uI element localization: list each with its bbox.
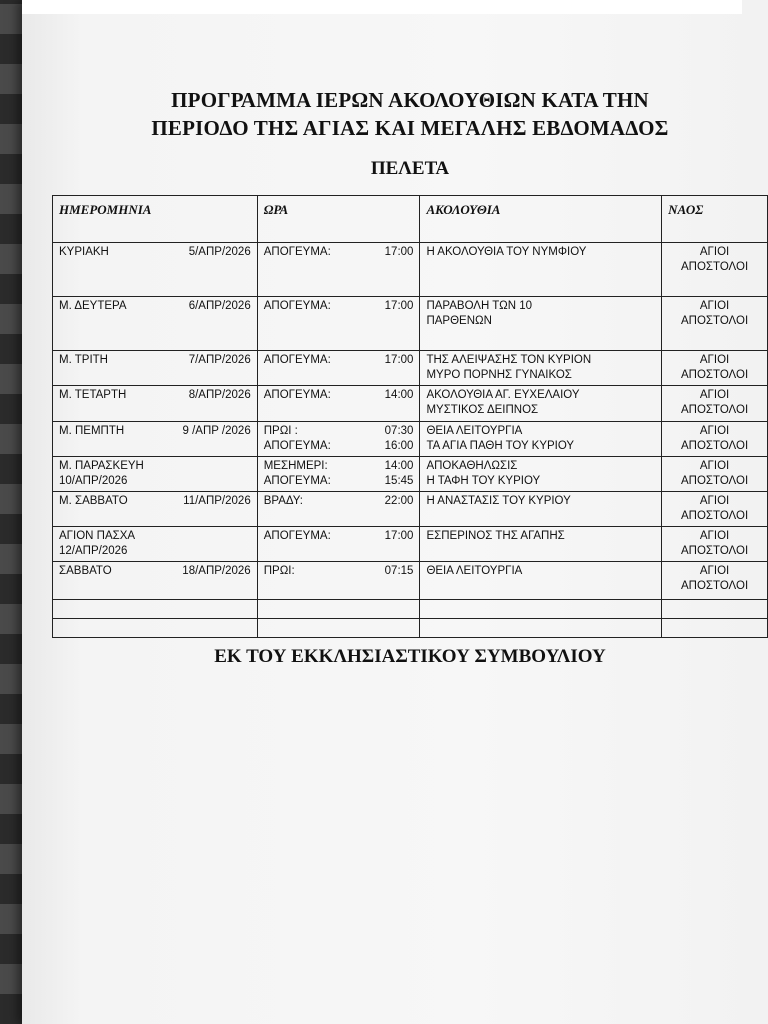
date-value: 7/ΑΠΡ/2026 (188, 354, 251, 366)
time-label: ΜΕΣΗΜΕΡΙ: (263, 460, 328, 472)
church-cell (662, 492, 768, 527)
date-value: 12/ΑΠΡ/2026 (59, 545, 128, 557)
footer-signature: ΕΚ ΤΟΥ ΕΚΚΛΗΣΙΑΣΤΙΚΟΥ ΣΥΜΒΟΥΛΙΟΥ (214, 646, 606, 667)
time-value: 17:00 (384, 300, 414, 312)
day-name: ΑΓΙΟΝ ΠΑΣΧΑ (59, 530, 136, 542)
time-value: 22:00 (384, 495, 414, 507)
header-date: ΗΜΕΡΟΜΗΝΙΑ (53, 196, 258, 243)
empty-table-row (53, 619, 768, 638)
church-line: ΑΠΟΣΤΟΛΟΙ (680, 580, 749, 592)
title-line-2: ΠΕΡΙΟΔΟ ΤΗΣ ΑΓΙΑΣ ΚΑΙ ΜΕΓΑΛΗΣ ΕΒΔΟΜΑΔΟΣ (151, 116, 669, 140)
time-label: ΠΡΩΙ: (263, 565, 295, 577)
day-name: Μ. ΠΑΡΑΣΚΕΥΗ (59, 460, 144, 472)
time-cell (257, 243, 420, 297)
time-label: ΑΠΟΓΕΥΜΑ: (263, 300, 331, 312)
church-line: ΑΠΟΣΤΟΛΟΙ (680, 475, 749, 487)
church-cell (662, 562, 768, 600)
table-row (53, 422, 768, 457)
time-label: ΑΠΟΓΕΥΜΑ: (263, 389, 331, 401)
time-value: 17:00 (384, 246, 414, 258)
church-line: ΑΓΙΟΙ (699, 354, 730, 366)
time-value: 16:00 (384, 440, 414, 452)
church-line: ΑΓΙΟΙ (699, 246, 730, 258)
table-row (53, 562, 768, 600)
time-label: ΑΠΟΓΕΥΜΑ: (263, 530, 331, 542)
church-line: ΑΠΟΣΤΟΛΟΙ (680, 440, 749, 452)
church-cell (662, 527, 768, 562)
date-cell (53, 562, 258, 600)
church-line: ΑΠΟΣΤΟΛΟΙ (680, 261, 749, 273)
date-cell (53, 492, 258, 527)
service-cell (420, 386, 662, 422)
church-cell (662, 386, 768, 422)
church-line: ΑΠΟΣΤΟΛΟΙ (680, 510, 749, 522)
time-value: 07:30 (384, 425, 414, 437)
date-value: 9 /ΑΠΡ /2026 (182, 425, 251, 437)
church-line: ΑΓΙΟΙ (699, 530, 730, 542)
service-line: ΤΑ ΑΓΙΑ ΠΑΘΗ ΤΟΥ ΚΥΡΙΟΥ (426, 440, 575, 452)
church-cell (662, 422, 768, 457)
paper-edge (22, 0, 742, 14)
service-line: ΤΗΣ ΑΛΕΙΨΑΣΗΣ ΤΟΝ ΚΥΡΙΟΝ (426, 354, 592, 366)
date-value: 8/ΑΠΡ/2026 (188, 389, 251, 401)
table-row (53, 386, 768, 422)
service-line: ΑΠΟΚΑΘΗΛΩΣΙΣ (426, 460, 518, 472)
day-name: Μ. ΤΕΤΑΡΤΗ (59, 389, 127, 401)
church-line: ΑΓΙΟΙ (699, 460, 730, 472)
church-cell (662, 243, 768, 297)
service-cell (420, 527, 662, 562)
date-cell (53, 386, 258, 422)
time-value: 17:00 (384, 354, 414, 366)
church-cell (662, 351, 768, 386)
services-schedule-table (52, 195, 768, 638)
church-cell (662, 457, 768, 492)
church-line: ΑΠΟΣΤΟΛΟΙ (680, 545, 749, 557)
service-line: Η ΑΚΟΛΟΥΘΙΑ ΤΟΥ ΝΥΜΦΙΟΥ (426, 246, 587, 258)
church-cell (662, 297, 768, 351)
table-row (53, 297, 768, 351)
day-name: ΚΥΡΙΑΚΗ (59, 246, 109, 258)
service-line: ΜΥΣΤΙΚΟΣ ΔΕΙΠΝΟΣ (426, 404, 539, 416)
location-subtitle: ΠΕΛΕΤΑ (370, 158, 450, 179)
time-cell (257, 527, 420, 562)
date-cell (53, 297, 258, 351)
time-value: 07:15 (384, 565, 414, 577)
time-label: ΒΡΑΔΥ: (263, 495, 303, 507)
church-line: ΑΠΟΣΤΟΛΟΙ (680, 315, 749, 327)
time-cell (257, 351, 420, 386)
church-line: ΑΠΟΣΤΟΛΟΙ (680, 404, 749, 416)
time-value: 14:00 (384, 460, 414, 472)
service-line: ΠΑΡΘΕΝΩΝ (426, 315, 492, 327)
day-name: Μ. ΔΕΥΤΕΡΑ (59, 300, 127, 312)
date-cell (53, 457, 258, 492)
service-line: Η ΑΝΑΣΤΑΣΙΣ ΤΟΥ ΚΥΡΙΟΥ (426, 495, 571, 507)
table-header-row (53, 196, 768, 243)
time-label: ΑΠΟΓΕΥΜΑ: (263, 440, 331, 452)
time-cell (257, 492, 420, 527)
header-church: ΝΑΟΣ (662, 196, 768, 243)
service-line: ΘΕΙΑ ΛΕΙΤΟΥΡΓΙΑ (426, 425, 523, 437)
church-line: ΑΓΙΟΙ (699, 425, 730, 437)
time-label: ΑΠΟΓΕΥΜΑ: (263, 246, 331, 258)
day-name: Μ. ΠΕΜΠΤΗ (59, 425, 125, 437)
church-line: ΑΓΙΟΙ (699, 300, 730, 312)
table-row (53, 527, 768, 562)
service-cell (420, 422, 662, 457)
time-label: ΑΠΟΓΕΥΜΑ: (263, 475, 331, 487)
time-cell (257, 422, 420, 457)
service-cell (420, 562, 662, 600)
date-cell (53, 527, 258, 562)
time-value: 15:45 (384, 475, 414, 487)
time-label: ΑΠΟΓΕΥΜΑ: (263, 354, 331, 366)
date-value: 5/ΑΠΡ/2026 (188, 246, 251, 258)
church-line: ΑΓΙΟΙ (699, 389, 730, 401)
time-cell (257, 386, 420, 422)
service-line: ΠΑΡΑΒΟΛΗ ΤΩΝ 10 (426, 300, 532, 312)
time-value: 17:00 (384, 530, 414, 542)
service-cell (420, 351, 662, 386)
church-line: ΑΠΟΣΤΟΛΟΙ (680, 369, 749, 381)
day-name: Μ. ΤΡΙΤΗ (59, 354, 108, 366)
service-cell (420, 297, 662, 351)
date-cell (53, 422, 258, 457)
day-name: Μ. ΣΑΒΒΑΤΟ (59, 495, 128, 507)
time-value: 14:00 (384, 389, 414, 401)
date-cell (53, 351, 258, 386)
service-line: Η ΤΑΦΗ ΤΟΥ ΚΥΡΙΟΥ (426, 475, 541, 487)
date-value: 10/ΑΠΡ/2026 (59, 475, 128, 487)
church-line: ΑΓΙΟΙ (699, 565, 730, 577)
time-cell (257, 457, 420, 492)
service-cell (420, 492, 662, 527)
time-cell (257, 562, 420, 600)
time-cell (257, 297, 420, 351)
date-value: 11/ΑΠΡ/2026 (183, 495, 251, 507)
date-value: 6/ΑΠΡ/2026 (188, 300, 251, 312)
service-line: ΘΕΙΑ ΛΕΙΤΟΥΡΓΙΑ (426, 565, 523, 577)
time-label: ΠΡΩΙ : (263, 425, 298, 437)
date-cell (53, 243, 258, 297)
service-line: ΜΥΡΟ ΠΟΡΝΗΣ ΓΥΝΑΙΚΟΣ (426, 369, 572, 381)
header-service: ΑΚΟΛΟΥΘΙΑ (420, 196, 662, 243)
church-line: ΑΓΙΟΙ (699, 495, 730, 507)
table-row (53, 351, 768, 386)
service-cell (420, 457, 662, 492)
table-row (53, 492, 768, 527)
header-time: ΩΡΑ (257, 196, 420, 243)
date-value: 18/ΑΠΡ/2026 (182, 565, 251, 577)
service-cell (420, 243, 662, 297)
service-line: ΕΣΠΕΡΙΝΟΣ ΤΗΣ ΑΓΑΠΗΣ (426, 530, 565, 542)
day-name: ΣΑΒΒΑΤΟ (59, 565, 112, 577)
service-line: ΑΚΟΛΟΥΘΙΑ ΑΓ. ΕΥΧΕΛΑΙΟΥ (426, 389, 580, 401)
title-line-1: ΠΡΟΓΡΑΜΜΑ ΙΕΡΩΝ ΑΚΟΛΟΥΘΙΩΝ ΚΑΤΑ ΤΗΝ (171, 88, 649, 112)
table-row (53, 457, 768, 492)
table-row (53, 243, 768, 297)
empty-table-row (53, 600, 768, 619)
table-body (53, 243, 768, 638)
document-title (52, 86, 768, 142)
